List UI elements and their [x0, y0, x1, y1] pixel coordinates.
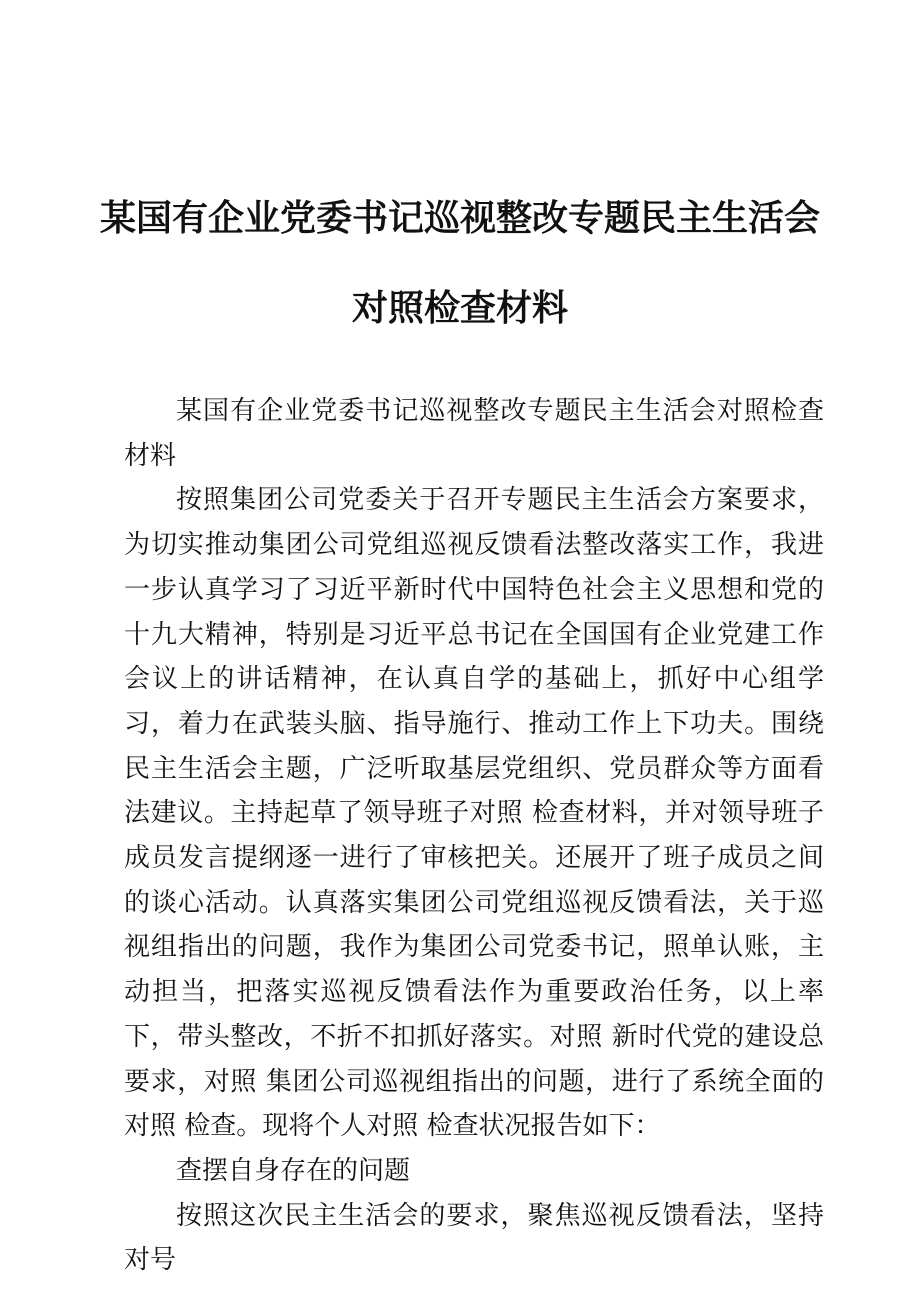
document-title-line-2: 对照检查材料: [351, 288, 568, 329]
paragraph-section-start: 按照这次民主生活会的要求，聚焦巡视反馈看法，坚持对号: [124, 1200, 824, 1276]
document-body: [124, 389, 824, 1283]
paragraph-repeat-title: 某国有企业党委书记巡视整改专题民主生活会对照检查材料: [124, 396, 824, 471]
document-title-line-1: 某国有企业党委书记巡视整改专题民主生活会: [99, 198, 820, 239]
paragraph-introduction: 按照集团公司党委关于召开专题民主生活会方案要求，为切实推动集团公司党组巡视反馈看法整改落实工作，我进一步认真学习了习近平新时代中国特色社会主义思想和党的十九大精神，特别是习近平总书记在全国国有企业党建工作会议上的讲话精神，在认真自学的基础上，抓好中心组学习，着力在武装头脑、指导施行、推动工作上下功夫。围绕民主生活会主题，广泛听取基层党组织、党员群众等方面看法建议。主持起草了领导班子对照 检查材料，并对领导班子成员发言提纲逐一进行了审核把关。还展开了班子成员之间的谈心活动。认真落实集团公司党组巡视反馈看法，关于巡视组指出的问题，我作为集团公司党委书记，照单认账，主动担当，把落实巡视反馈看法作为重要政治任务，以上率下，带头整改，不折不扣抓好落实。对照 新时代党的建设总要求，对照 集团公司巡视组指出的问题，进行了系统全面的对照 检查。现将个人对照 检查状况报告如下：: [124, 485, 824, 1142]
section-heading: 查摆自身存在的问题: [176, 1155, 411, 1186]
